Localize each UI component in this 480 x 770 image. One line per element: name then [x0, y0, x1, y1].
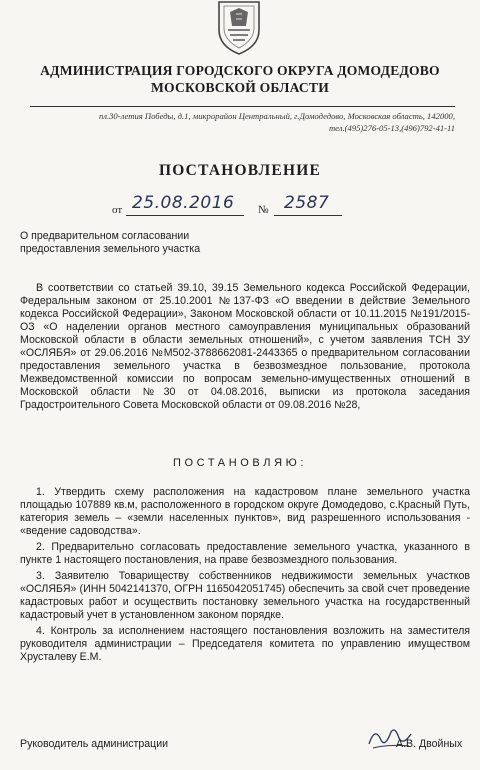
decree-item-4: 4. Контроль за исполнением настоящего постановления возложить на заместителя руководителя администрации – Председателя комитета по управлению имуществом Хрусталеву Е.М. — [20, 625, 470, 663]
subject-line1: О предварительном согласовании — [20, 230, 190, 242]
organization-name — [0, 62, 480, 96]
header-divider — [30, 106, 455, 107]
signer-position: Руководитель администрации — [20, 738, 169, 750]
document-date: 25.08.2016 — [132, 193, 235, 213]
number-underline — [274, 215, 342, 216]
organization-name-line1: АДМИНИСТРАЦИЯ ГОРОДСКОГО ОКРУГА ДОМОДЕДОВО — [40, 63, 440, 78]
preamble-text: В соответствии со статьей 39.10, 39.15 Земельного кодекса Российской Федерации, Федеральным законом от 25.10.2001 №137-ФЗ «О введении в действие Земельного кодекса Российской Федерации», Законом Московской области от 10.11.2015 №191/2015-ОЗ «О наделении органов местного самоуправления муниципальных образований Московской области в области земельных отношений», с учетом заявления ТСН ЗУ «ОСЛЯБЯ» от 29.06.2016 №M502-3788662081-2443365 о предварительном согласовании предоставления земельного участка в безвозмездное пользование, протокола Межведомственной комиссии по вопросам земельно-имущественных отношений в Московской области №30 от 04.08.2016, выписки из протокола заседания Градостроительного Совета Московской области от 09.08.2016 №28, — [20, 282, 470, 411]
document-title: ПОСТАНОВЛЕНИЕ — [158, 162, 322, 179]
coat-of-arms-icon — [216, 0, 262, 56]
decree-items — [20, 486, 470, 667]
date-number-line — [112, 192, 372, 222]
signer-name: А.В. Двойных — [396, 738, 463, 750]
address-line1: пл.30-летия Победы, д.1, микрорайон Центральный, г.Домодедово, Московская область, 142000, — [98, 111, 455, 121]
document-number: 2587 — [284, 193, 330, 213]
decree-item-3: 3. Заявителю Товариществу собственников недвижимости земельных участков «ОСЛЯБЯ» (ИНН 5042141370, ОГРН 1165042051745) обеспечить за свой счет проведение кадастровых работ и осуществить постановку земельного участка на государственный кадастровый учет в установленном законом порядке. — [20, 570, 470, 621]
date-underline — [126, 215, 244, 216]
preamble — [20, 282, 470, 412]
decree-word: ПОСТАНОВЛЯЮ: — [173, 457, 307, 469]
organization-name-line2: МОСКОВСКОЙ ОБЛАСТИ — [151, 80, 329, 95]
decree-item-1: 1. Утвердить схему расположения на кадастровом плане земельного участка площадью 107889 кв.м, расположенного в городском округе Домодедово, с.Красный Путь, категория земель – «земли населенных пунктов», вид разрешенного использования - «ведение садоводства». — [20, 486, 470, 537]
date-prefix: от — [112, 204, 123, 216]
decree-item-2: 2. Предварительно согласовать предоставление земельного участка, указанного в пункте 1 настоящего постановления, на праве безвозмездного пользования. — [20, 541, 470, 566]
subject-line2: предоставления земельного участка — [20, 243, 201, 255]
document-subject — [20, 230, 260, 256]
address-line2: тел.(495)276-05-13,(496)792-41-11 — [328, 123, 455, 133]
number-prefix: № — [258, 204, 269, 216]
organization-address — [30, 110, 455, 134]
